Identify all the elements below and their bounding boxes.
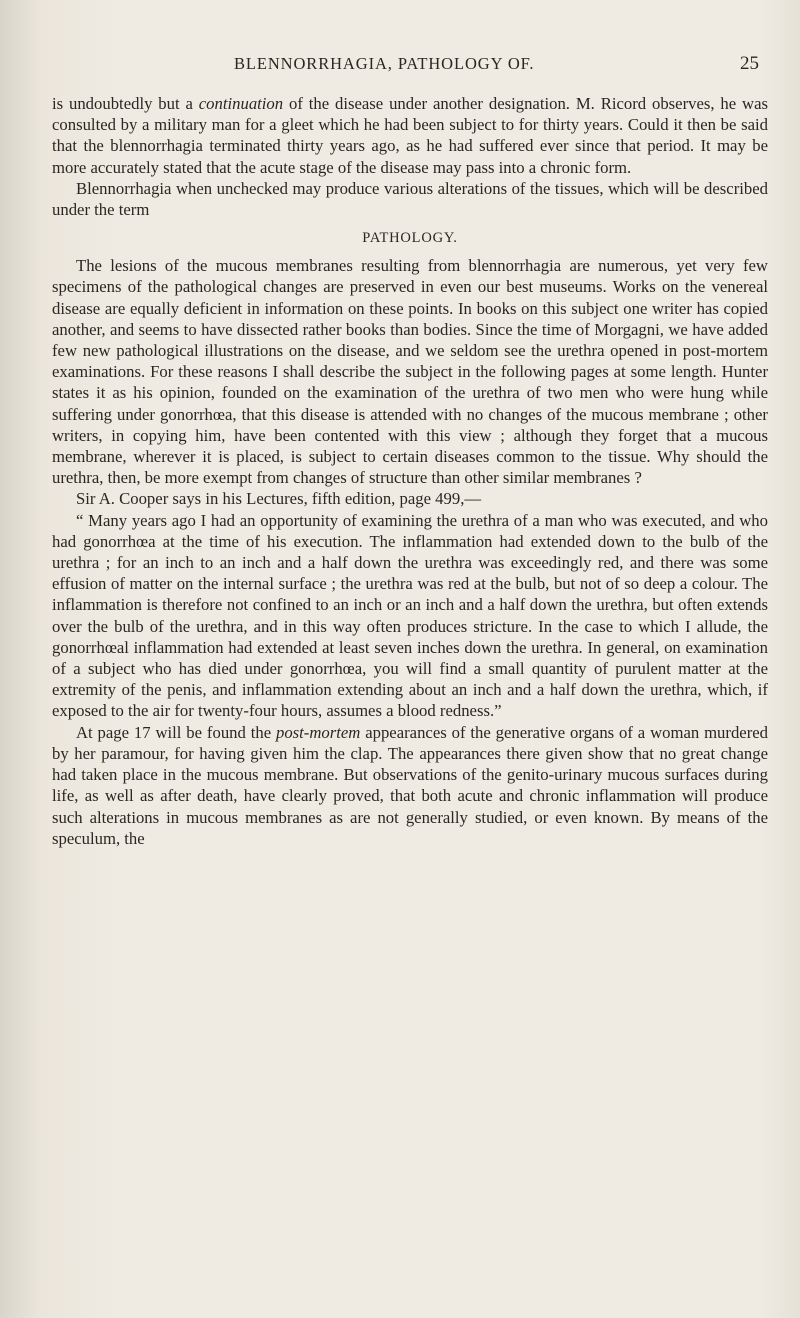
paragraph: The lesions of the mucous membranes resulting from blennorrhagia are numerous, yet very few specimens of the pathological changes are preserved in even our best museums. Works on the venereal disease are equally deficient in information on these points. In books on this subject one writer has copied another, and seems to have dissected rather books than bodies. Since the time of Morgagni, we have added few new pathological illustrations on the disease, and we seldom see the urethra opened in post-mortem examinations. For these reasons I shall describe the subject in the following pages at some length. Hunter states it as his opinion, founded on the examination of the urethra of two men who were hung while suffering under gonorrhœa, that this disease is attended with no changes of the mucous membrane ; other writers, in copying him, have been contented with this view ; although they forget that a mucous membrane, wherever it is placed, is subject to certain diseases common to the tissue. Why should the urethra, then, be more exempt from changes of structure than other similar membranes ? bbox=[52, 256, 768, 488]
page-number: 25 bbox=[740, 53, 759, 74]
paragraph: Sir A. Cooper says in his Lectures, fifth edition, page 499,— bbox=[76, 489, 482, 509]
paragraph-text: At page 17 will be found the bbox=[76, 722, 276, 742]
section-heading: PATHOLOGY. bbox=[362, 230, 458, 247]
paragraph-text: is undoubtedly but a bbox=[52, 94, 199, 113]
paragraph-continuation bbox=[52, 93, 768, 178]
italic-term: post-mortem bbox=[275, 722, 361, 742]
paragraph bbox=[52, 722, 768, 849]
paragraph-text: of the disease under another designation. M. Ricord observes, he was consulted by a military man for a gleet which he had been subject to for thirty years. Could it then be said that the blennorrhagia terminated thirty years ago, as he had suffered ever since that period. It may be more accurately stated that the acute stage of the disease may pass into a chronic form. bbox=[52, 94, 768, 177]
body-text bbox=[52, 93, 768, 849]
paragraph-text: appearances of the generative organs of a woman murdered by her paramour, for having given him the clap. The appearances there given show that no great change had taken place in the mucous membrane. But observations of the genito-urinary mucous surfaces during life, as well as after death, have clearly proved, that both acute and chronic inflammation will produce such alterations in mucous membranes as are not generally studied, or even known. By means of the speculum, the bbox=[52, 722, 769, 848]
running-head: BLENNORRHAGIA, PATHOLOGY OF. bbox=[234, 54, 535, 73]
italic-term: continuation bbox=[198, 94, 284, 113]
paragraph: Blennorrhagia when unchecked may produce various alterations of the tissues, which will be described under the term bbox=[52, 178, 768, 220]
page-header bbox=[0, 54, 800, 84]
block-quote: “ Many years ago I had an opportunity of examining the urethra of a man who was executed, and who had gonorrhœa at the time of his execution. The inflammation had extended down to the bulb of the urethra ; for an inch to an inch and a half down the urethra was exceedingly red, and there was some effusion of matter on the internal surface ; the urethra was red at the bulb, but not of so deep a colour. The inflammation is therefore not confined to an inch or an inch and a half down the urethra, but often extends over the bulb of the urethra, and in this way often produces stricture. In the case to which I allude, the gonorrhœal inflammation had extended at least seven inches down the urethra. In general, on examination of a subject who has died under gonorrhœa, you will find a small quantity of purulent matter at the extremity of the penis, and inflammation extending about an inch and a half down the urethra, which, if exposed to the air for twenty-four hours, assumes a blood redness.” bbox=[52, 510, 768, 721]
